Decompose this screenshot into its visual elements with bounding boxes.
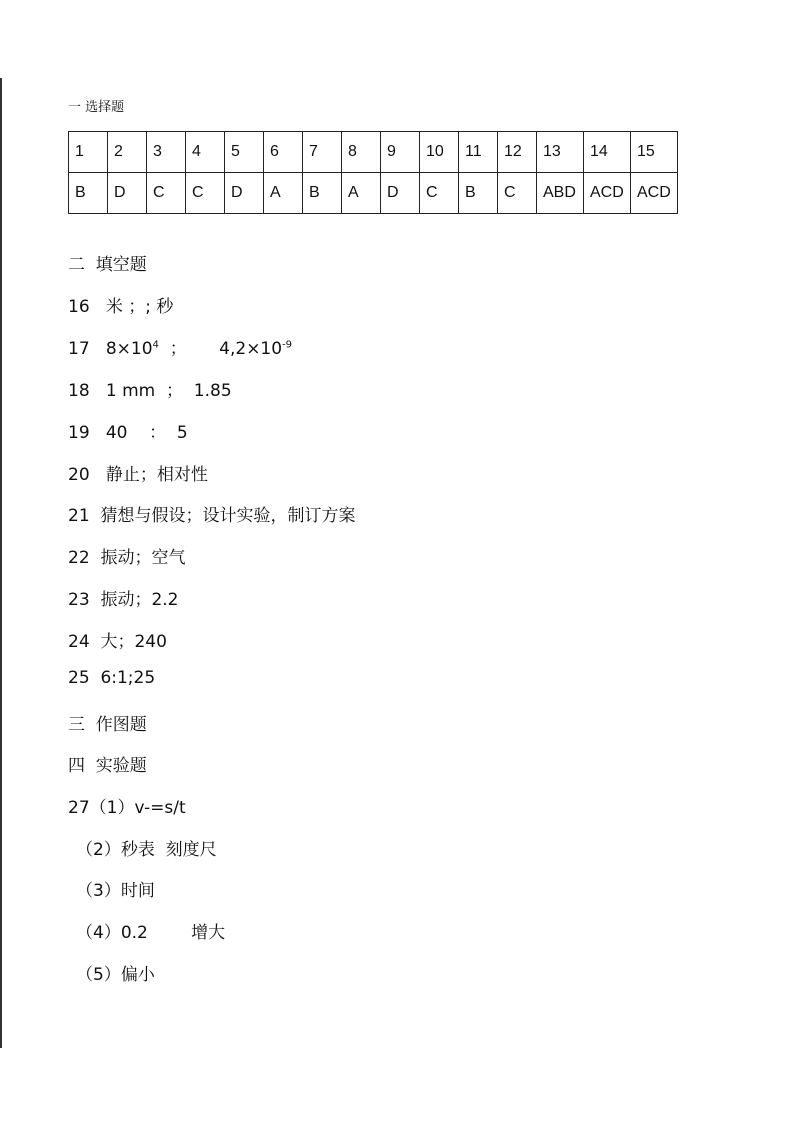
- answer-line-27-3: （3）时间: [76, 881, 155, 901]
- answer-line-27-1: 27（1）v-=s/t: [68, 798, 186, 818]
- left-margin-rule: [0, 78, 2, 1048]
- answer-line-23: 23 振动；2.2: [68, 590, 179, 610]
- answer-line-18: 18 1 mm ； 1.85: [68, 381, 232, 401]
- section-3-title: 三 作图题: [68, 715, 147, 735]
- answer-line-27-5: （5）偏小: [76, 965, 155, 985]
- table-cell: 5: [225, 132, 264, 173]
- table-cell: 1: [69, 132, 108, 173]
- answer-line-20: 20 静止；相对性: [68, 465, 208, 485]
- table-cell: C: [147, 173, 186, 214]
- table-cell: 8: [342, 132, 381, 173]
- table-row-answers: [69, 173, 678, 214]
- table-cell: D: [225, 173, 264, 214]
- answer-line-19: 19 40 ： 5: [68, 423, 188, 443]
- answer-17-part-a: 17 8×10: [68, 339, 153, 359]
- answer-line-17: [68, 334, 292, 359]
- table-cell: B: [459, 173, 498, 214]
- section-1-title: 一 选择题: [68, 100, 125, 115]
- table-cell: 6: [264, 132, 303, 173]
- table-cell: D: [108, 173, 147, 214]
- section-4-title: 四 实验题: [68, 756, 147, 776]
- table-cell: 9: [381, 132, 420, 173]
- table-cell: ACD: [584, 173, 631, 214]
- table-cell: A: [264, 173, 303, 214]
- table-cell: 10: [420, 132, 459, 173]
- answer-17-exponent-a: 4: [152, 339, 159, 351]
- table-cell: B: [303, 173, 342, 214]
- answer-line-24: 24 大；240: [68, 632, 167, 652]
- table-cell: ACD: [631, 173, 678, 214]
- answer-line-21: 21 猜想与假设；设计实验，制订方案: [68, 506, 356, 526]
- table-cell: A: [342, 173, 381, 214]
- table-cell: 4: [186, 132, 225, 173]
- answer-17-exponent-b: -9: [282, 339, 293, 351]
- answer-17-part-b: ； 4,2×10: [158, 339, 283, 359]
- table-cell: C: [498, 173, 537, 214]
- answer-line-16: 16 米 ；; 秒: [68, 297, 174, 317]
- answer-line-22: 22 振动；空气: [68, 548, 186, 568]
- table-cell: 13: [537, 132, 584, 173]
- table-cell: D: [381, 173, 420, 214]
- table-cell: ABD: [537, 173, 584, 214]
- table-cell: 14: [584, 132, 631, 173]
- table-cell: 2: [108, 132, 147, 173]
- table-row-numbers: [69, 132, 678, 173]
- answer-line-25: 25 6:1;25: [68, 668, 156, 688]
- table-cell: C: [420, 173, 459, 214]
- table-cell: C: [186, 173, 225, 214]
- table-cell: 15: [631, 132, 678, 173]
- answer-table: [68, 131, 678, 214]
- table-cell: 7: [303, 132, 342, 173]
- answer-line-27-4: （4）0.2 增大: [76, 923, 226, 943]
- table-cell: 3: [147, 132, 186, 173]
- table-cell: B: [69, 173, 108, 214]
- table-cell: 12: [498, 132, 537, 173]
- section-2-title: 二 填空题: [68, 255, 147, 275]
- answer-line-27-2: （2）秒表 刻度尺: [76, 840, 217, 860]
- table-cell: 11: [459, 132, 498, 173]
